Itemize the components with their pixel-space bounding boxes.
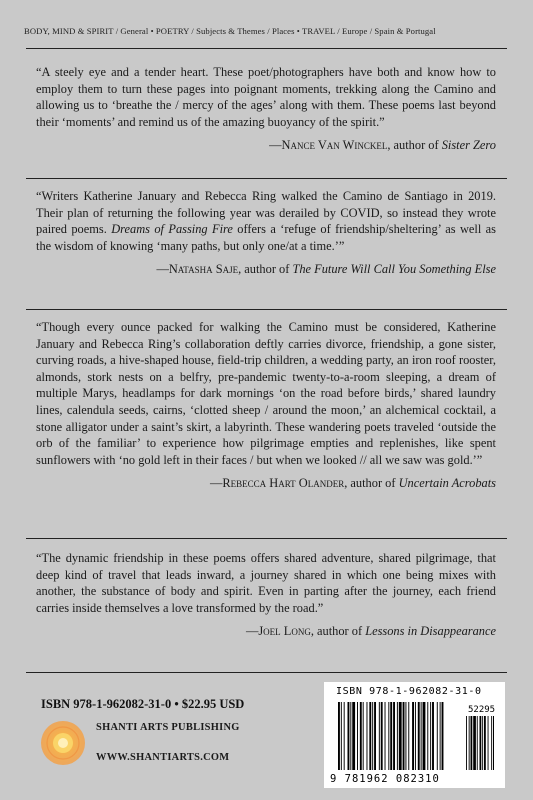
barcode-bar [388,702,389,770]
category-line: BODY, MIND & SPIRIT / General • POETRY / Subjects & Themes / Places • TRAVEL / Europe / Spain & Portugal [24,26,436,36]
blurb-nance-van-winckel [36,64,496,153]
blurb-quote: “A steely eye and a tender heart. These poet/photographers have both and know how to employ them to turn these pages into poignant moments, trekking along the Camino and allowing us to ‘breathe the / mercy of the ages’ along with them. These poems last beyond their ‘moments’ and remind us of the amazing buoyancy of the spirit.” [36,65,496,129]
attribution-dash: — [245,624,259,639]
barcode-bar [397,702,398,770]
attribution-name: Natasha Saje [168,262,239,277]
barcode-bar [412,702,414,770]
attribution-sep: , author of [387,138,442,153]
blurb-quote [36,188,496,254]
sun-logo-icon [40,720,86,766]
barcode-addon-bar [477,716,478,770]
barcode-bar [372,702,373,770]
barcode-bar [418,702,420,770]
blurb-attribution [36,476,496,491]
barcode-bar [405,702,406,770]
divider-3 [26,538,507,539]
barcode-bar [357,702,358,770]
divider-2 [26,309,507,310]
barcode [324,682,505,788]
barcode-bar [432,702,434,770]
attribution-dash: — [156,262,169,277]
quote-pre: “Writers Katherine January and Rebecca Ring walked the Camino de Santiago in 2019. Their plan of returning the following year was derailed by COVID, so instead they wrote paired poems. [36,189,496,237]
barcode-bar [423,702,426,770]
barcode-bar [427,702,428,770]
barcode-addon-bar [480,716,482,770]
barcode-bar [352,702,355,770]
barcode-bar [348,702,350,770]
barcode-addon-number: 52295 [468,705,496,715]
barcode-addon-bar [473,716,476,770]
blurb-quote: “The dynamic friendship in these poems offers shared adventure, shared pilgrimage, that deep kind of travel that leads inward, a journey shared in which one being mixes with another, the substance of body and spirit. Even in parting after the journey, each friend carries inside themselves a love transformed by the road.” [36,551,496,615]
blurb-joel-long [36,550,496,639]
barcode-isbn-text: ISBN 978-1-962082-31-0 [336,686,482,697]
attribution-book: The Future Will Call You Something Else [292,262,496,277]
barcode-bar [360,702,362,770]
attribution-name: Rebecca Hart Olander [222,476,345,491]
top-divider [26,48,507,49]
quote-book-title: Dreams of Passing Fire [111,222,233,237]
divider-1 [26,178,507,179]
barcode-addon-bar [471,716,473,770]
attribution-name: Nance Van Winckel [281,138,388,153]
barcode-bar [399,702,402,770]
barcode-bar [367,702,368,770]
publisher-name: SHANTI ARTS PUBLISHING [96,722,240,733]
barcode-human-readable: 9 781962 082310 [330,773,440,785]
barcode-addon-bar [466,716,467,770]
barcode-bar [403,702,405,770]
barcode-bar [421,702,422,770]
barcode-addon-bar [493,716,494,770]
publisher-url[interactable]: WWW.SHANTIARTS.COM [96,752,230,763]
barcode-bar [369,702,371,770]
attribution-book: Uncertain Acrobats [398,476,496,491]
barcode-bar [374,702,376,770]
barcode-bar [442,702,444,770]
barcode-bar [350,702,351,770]
barcode-addon-bar [469,716,470,770]
barcode-bar [437,702,438,770]
barcode-addon-bar [491,716,492,770]
quote-post: offers a ‘refuge of friendship/sheltering’ as well as the wisdom of knowing ‘many paths, but only one/at a time.’” [36,222,496,253]
attribution-dash: — [210,476,223,491]
barcode-addon-bar [482,716,483,770]
barcode-bar [344,702,345,770]
barcode-addon-bar [488,716,489,770]
blurb-attribution [36,624,496,639]
barcode-bar [381,702,383,770]
bottom-divider [26,672,507,673]
barcode-bar [341,702,342,770]
barcode-bar [338,702,340,770]
barcode-bar [363,702,364,770]
blurb-attribution [36,262,496,277]
blurb-attribution [36,138,496,153]
attribution-name: Joel Long [258,624,311,639]
blurb-rebecca-hart-olander [36,319,496,491]
attribution-book: Sister Zero [441,138,496,153]
attribution-dash: — [269,138,282,153]
blurb-natasha-saje [36,188,496,277]
barcode-bar [393,702,395,770]
barcode-bar [430,702,431,770]
barcode-bar [415,702,416,770]
attribution-sep: , author of [310,624,366,639]
barcode-bar [408,702,409,770]
barcode-bar [390,702,392,770]
barcode-bar [385,702,386,770]
attribution-book: Lessons in Disappearance [365,624,496,639]
blurb-quote: “Though every ounce packed for walking the Camino must be considered, Katherine January and Rebecca Ring’s collaboration deftly carries divorce, friendship, a gone sister, curving roads, a hive-shaped house, field-trip children, a wedding party, an iron roof rooster, almonds, stork nests on a belfry, pre-pandemic twenty-to-a-room sleeping, a dream of multiple Marys, headlamps for dark mornings ‘on the road before birds,’ shared laundry lines, calendula seeds, cairns, ‘clotted sheep / around the moon,’ an alchemical cocktail, a stone alligator under a saint’s skirt, a labyrinth. These wandering poets traveled ‘outside the orb of the familiar’ to experience how pilgrimage empties and replenishes, like spent sunflowers with ‘no gold left in their faces / but when we looked // all we saw was gold.’” [36,320,496,467]
attribution-sep: , author of [344,476,399,491]
barcode-bar [379,702,380,770]
barcode-bar [440,702,441,770]
isbn-price: ISBN 978-1-962082-31-0 • $22.95 USD [41,697,245,711]
attribution-sep: , author of [238,262,293,277]
barcode-addon-bar [484,716,486,770]
